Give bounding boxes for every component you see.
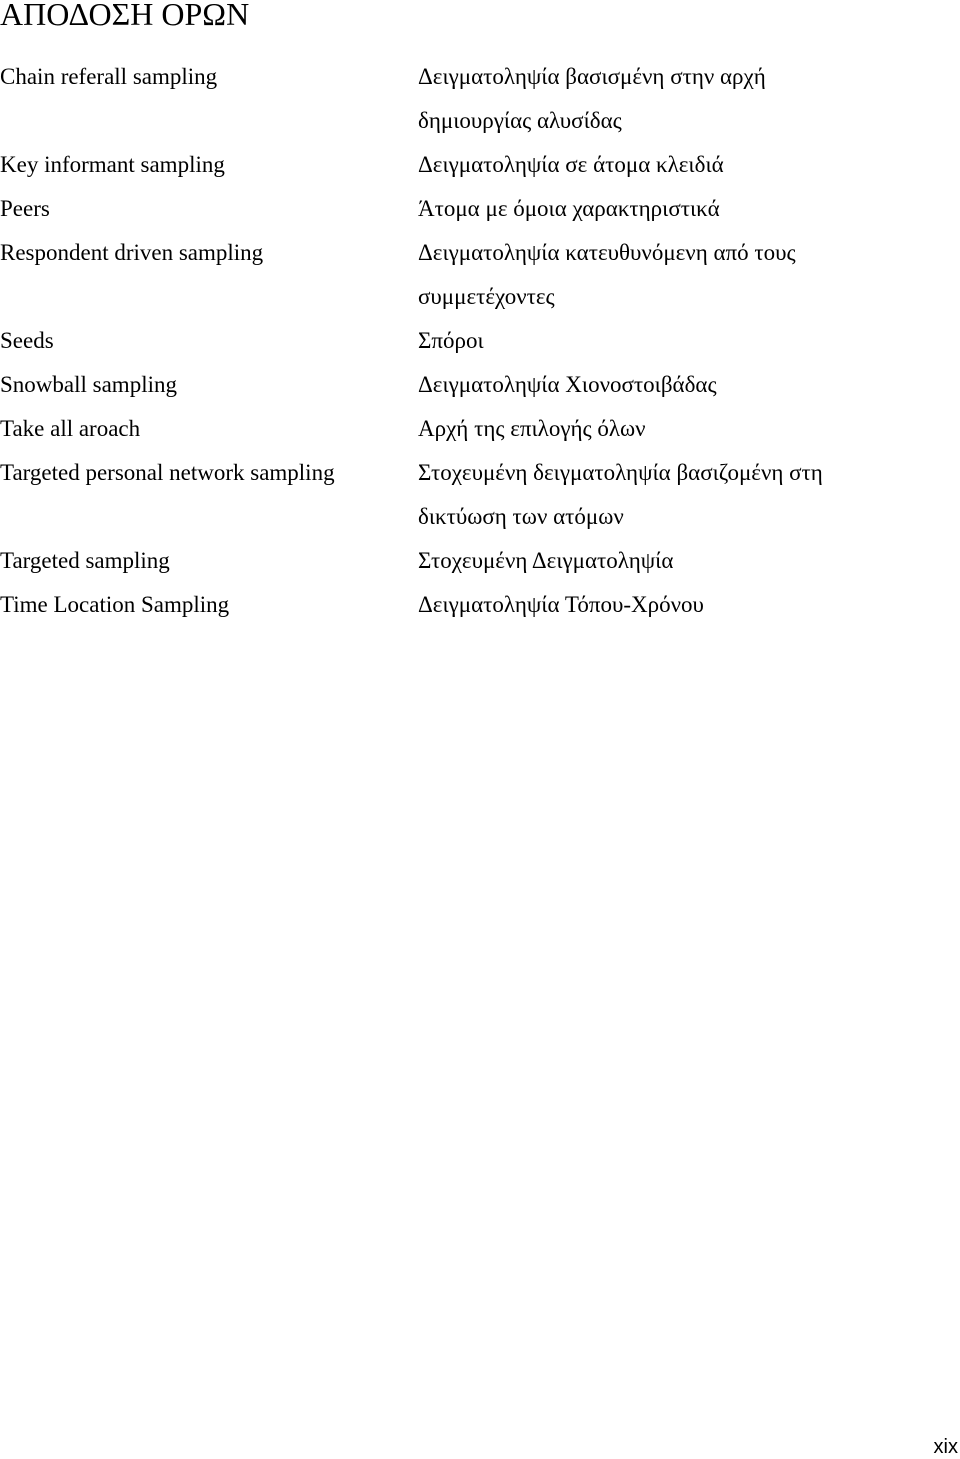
page-number: xix — [933, 1436, 958, 1458]
glossary-list — [0, 55, 960, 627]
glossary-term: Targeted sampling — [0, 548, 170, 573]
glossary-term: Key informant sampling — [0, 152, 225, 177]
page-title: ΑΠΟΔΟΣΗ ΟΡΩΝ — [0, 0, 250, 32]
glossary-row — [0, 231, 960, 319]
glossary-term: Respondent driven sampling — [0, 240, 264, 265]
glossary-row — [0, 539, 960, 583]
glossary-term: Time Location Sampling — [0, 592, 230, 617]
glossary-term: Targeted personal network sampling — [0, 460, 335, 485]
glossary-translation: Δειγματοληψία κατευθυνόμενη από τους συμμετέχοντες — [418, 240, 796, 309]
glossary-translation: Στοχευμένη δειγματοληψία βασιζομένη στη δικτύωση των ατόμων — [418, 460, 823, 529]
glossary-row — [0, 319, 960, 363]
glossary-term: Chain referall sampling — [0, 64, 218, 89]
glossary-translation: Σπόροι — [418, 328, 484, 353]
glossary-row — [0, 451, 960, 539]
glossary-row — [0, 407, 960, 451]
glossary-translation: Δειγματοληψία βασισμένη στην αρχή δημιουργίας αλυσίδας — [418, 64, 766, 133]
glossary-term: Seeds — [0, 328, 54, 353]
glossary-translation: Δειγματοληψία Χιονοστοιβάδας — [418, 372, 717, 397]
glossary-translation: Δειγματοληψία Τόπου-Χρόνου — [418, 592, 704, 617]
glossary-row — [0, 55, 960, 143]
glossary-term: Peers — [0, 196, 50, 221]
glossary-translation: Άτομα με όμοια χαρακτηριστικά — [418, 196, 720, 221]
glossary-term: Snowball sampling — [0, 372, 177, 397]
glossary-row — [0, 187, 960, 231]
glossary-row — [0, 143, 960, 187]
glossary-translation: Δειγματοληψία σε άτομα κλειδιά — [418, 152, 724, 177]
glossary-translation: Στοχευμένη Δειγματοληψία — [418, 548, 674, 573]
glossary-row — [0, 583, 960, 627]
glossary-term: Take all aroach — [0, 416, 141, 441]
glossary-translation: Αρχή της επιλογής όλων — [418, 416, 646, 441]
glossary-row — [0, 363, 960, 407]
